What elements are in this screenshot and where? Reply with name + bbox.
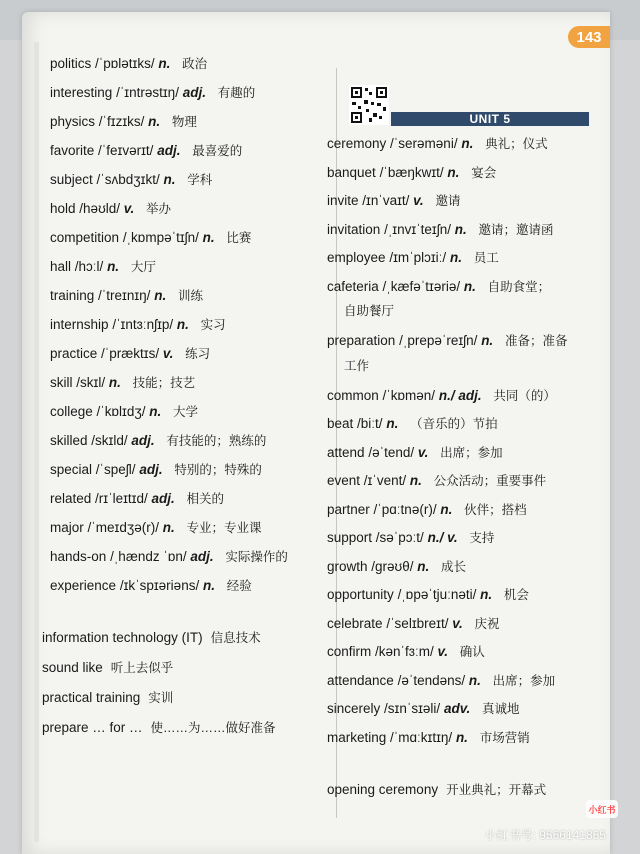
vocab-word: sincerely bbox=[327, 701, 381, 716]
vocab-translation: 支持 bbox=[469, 531, 495, 545]
vocab-entry bbox=[327, 699, 520, 717]
vocab-phonetic: /ˈɪntɜːnʃɪp/ bbox=[112, 317, 174, 332]
vocab-word: cafeteria bbox=[327, 278, 379, 294]
vocab-part-of-speech: n. bbox=[202, 578, 215, 593]
vocab-translation: 训练 bbox=[177, 289, 203, 303]
vocab-part-of-speech: adj. bbox=[139, 462, 163, 477]
vocab-part-of-speech: n. bbox=[468, 672, 481, 688]
vocab-entry bbox=[50, 518, 262, 536]
vocab-translation: 共同（的） bbox=[493, 388, 556, 403]
vocab-word: partner bbox=[327, 501, 370, 517]
vocab-word: preparation bbox=[327, 333, 396, 348]
vocab-translation: 成长 bbox=[441, 559, 467, 574]
vocab-phonetic: /səˈpɔːt/ bbox=[375, 530, 424, 545]
vocab-part-of-speech: n. bbox=[481, 333, 494, 348]
vocab-part-of-speech: n. bbox=[409, 473, 422, 488]
vocab-word: physics bbox=[50, 114, 96, 129]
vocab-phonetic: /ˌɒpəˈtjuːnəti/ bbox=[397, 587, 477, 602]
vocab-phonetic: /ˈtreɪnɪŋ/ bbox=[98, 288, 151, 303]
vocab-part-of-speech: adv. bbox=[443, 701, 471, 716]
vocab-part-of-speech: adj. bbox=[157, 143, 181, 158]
vocab-translation: 市场营销 bbox=[479, 730, 530, 745]
vocab-word: growth bbox=[327, 558, 368, 574]
vocab-word: celebrate bbox=[327, 615, 383, 631]
vocab-phonetic: /ˈmɑːkɪtɪŋ/ bbox=[390, 729, 453, 745]
vocab-word: hall bbox=[50, 259, 72, 274]
vocab-phonetic: /ˈmeɪdʒə(r)/ bbox=[87, 520, 159, 535]
vocab-entry bbox=[327, 414, 498, 432]
vocab-part-of-speech: n. bbox=[440, 501, 453, 517]
vocab-entry bbox=[327, 671, 555, 689]
vocab-part-of-speech: adj. bbox=[131, 433, 155, 448]
vocab-word: opportunity bbox=[327, 587, 394, 602]
vocab-entry bbox=[50, 286, 203, 304]
book-page bbox=[22, 12, 610, 854]
vocab-entry bbox=[50, 315, 226, 333]
vocab-phonetic: /ˌhændz ˈɒn/ bbox=[110, 549, 187, 564]
vocab-translation: 典礼；仪式 bbox=[485, 137, 548, 151]
phrase-english: practical training bbox=[42, 690, 141, 705]
vocab-entry bbox=[327, 277, 550, 295]
vocab-part-of-speech: n. bbox=[386, 416, 399, 431]
vocab-part-of-speech: v. bbox=[452, 615, 463, 631]
vocab-phonetic: /ˈfɪzɪks/ bbox=[98, 114, 145, 129]
vocab-phonetic: /ˌkæfəˈtɪəriə/ bbox=[382, 278, 461, 294]
vocab-translation: 最喜爱的 bbox=[192, 144, 243, 158]
vocab-word: related bbox=[50, 491, 92, 506]
vocab-phonetic: /kənˈfɜːm/ bbox=[375, 644, 434, 659]
vocab-translation: 宴会 bbox=[471, 165, 497, 180]
vocab-part-of-speech: n. bbox=[454, 221, 467, 237]
phrase-english: opening ceremony bbox=[327, 782, 439, 797]
vocab-part-of-speech: n. bbox=[154, 288, 167, 303]
vocab-entry bbox=[50, 83, 255, 101]
vocab-part-of-speech: v. bbox=[437, 644, 449, 659]
vocab-phonetic: /ˈkɒmən/ bbox=[382, 387, 436, 403]
vocab-translation: 员工 bbox=[473, 251, 499, 265]
vocab-entry bbox=[327, 163, 496, 181]
vocab-entry bbox=[327, 331, 567, 349]
unit-title: UNIT 5 bbox=[391, 112, 589, 126]
vocab-entry bbox=[50, 373, 195, 391]
vocab-phonetic: /ˈserəməni/ bbox=[390, 136, 458, 151]
vocab-entry bbox=[327, 443, 503, 461]
vocab-part-of-speech: n. bbox=[162, 520, 175, 535]
vocab-entry bbox=[50, 547, 288, 565]
vocab-phonetic: /ˈbæŋkwɪt/ bbox=[379, 164, 444, 180]
page-binding-edge bbox=[34, 42, 39, 842]
vocab-word: major bbox=[50, 520, 84, 535]
vocab-part-of-speech: v. bbox=[417, 444, 429, 460]
vocab-translation: 出席；参加 bbox=[440, 445, 503, 460]
vocab-translation: 真诚地 bbox=[481, 702, 520, 716]
vocab-entry bbox=[327, 728, 530, 746]
vocab-part-of-speech: n. bbox=[461, 136, 474, 151]
page-number: 143 bbox=[568, 26, 610, 48]
vocab-part-of-speech: adj. bbox=[190, 549, 214, 564]
vocab-word: ceremony bbox=[327, 136, 387, 151]
vocab-phonetic: /əˈtendəns/ bbox=[397, 672, 466, 688]
vocab-word: practice bbox=[50, 346, 98, 361]
vocab-translation: 大厅 bbox=[130, 260, 156, 274]
vocab-phonetic: /skɪl/ bbox=[76, 375, 106, 390]
vocab-phonetic: /ˈsʌbdʒɪkt/ bbox=[96, 172, 160, 187]
vocab-translation: 学科 bbox=[187, 173, 213, 187]
vocab-entry bbox=[327, 614, 500, 632]
vocab-word: skilled bbox=[50, 433, 88, 448]
vocab-word: special bbox=[50, 462, 93, 477]
vocab-phonetic: /ɪnˈvaɪt/ bbox=[362, 193, 410, 208]
watermark-id: 小红书号: 9566141865 bbox=[484, 828, 606, 842]
vocab-translation-continued: 自助餐厅 bbox=[344, 304, 395, 318]
vocab-entry bbox=[327, 220, 554, 238]
vocab-translation: 政治 bbox=[182, 57, 208, 71]
vocab-part-of-speech: n. bbox=[455, 729, 468, 745]
vocab-entry bbox=[50, 431, 266, 449]
vocab-part-of-speech: adj. bbox=[182, 85, 206, 100]
vocab-phonetic: /ɪmˈplɔɪiː/ bbox=[389, 250, 447, 265]
vocab-entry bbox=[50, 576, 252, 594]
vocab-translation: 经验 bbox=[226, 579, 252, 593]
vocab-word: beat bbox=[327, 416, 354, 431]
vocab-word: attend bbox=[327, 444, 365, 460]
vocab-entry bbox=[50, 460, 262, 478]
vocab-word: interesting bbox=[50, 85, 113, 100]
vocab-entry bbox=[50, 228, 251, 246]
vocab-phonetic: /əˈtend/ bbox=[368, 444, 415, 460]
phrase-translation: 听上去似乎 bbox=[110, 661, 174, 675]
phrase-entry bbox=[42, 658, 173, 676]
vocab-part-of-speech: n. bbox=[108, 375, 121, 390]
vocab-word: hands-on bbox=[50, 549, 107, 564]
vocab-part-of-speech: v. bbox=[162, 346, 174, 361]
vocab-entry bbox=[327, 386, 556, 404]
vocab-entry bbox=[327, 642, 485, 660]
vocab-word: competition bbox=[50, 230, 120, 245]
vocab-word: college bbox=[50, 404, 93, 419]
vocab-translation: 特别的；特殊的 bbox=[174, 463, 262, 477]
vocab-part-of-speech: n. bbox=[202, 230, 215, 245]
vocab-word: politics bbox=[50, 56, 92, 71]
vocab-word: confirm bbox=[327, 644, 372, 659]
vocab-word: invitation bbox=[327, 221, 381, 237]
phrase-english: sound like bbox=[42, 660, 103, 675]
vocab-entry bbox=[50, 54, 207, 72]
vocab-translation: 公众活动；重要事件 bbox=[433, 474, 547, 488]
vocab-translation: 庆祝 bbox=[474, 616, 500, 631]
vocab-word: employee bbox=[327, 250, 386, 265]
vocab-phonetic: /ɡrəʊθ/ bbox=[371, 558, 414, 574]
vocab-translation: 专业；专业课 bbox=[186, 521, 262, 535]
vocab-entry bbox=[50, 141, 242, 159]
vocab-phonetic: /ˈselɪbreɪt/ bbox=[386, 615, 449, 631]
qr-code-icon[interactable] bbox=[349, 85, 389, 125]
vocab-phonetic: /ˈɪntrəstɪŋ/ bbox=[116, 85, 179, 100]
watermark-logo: 小红书 bbox=[586, 800, 618, 818]
vocab-word: marketing bbox=[327, 729, 387, 745]
vocab-translation-continued: 工作 bbox=[344, 358, 370, 373]
vocab-word: skill bbox=[50, 375, 73, 390]
vocab-part-of-speech: n. bbox=[149, 404, 162, 419]
vocab-translation: 实习 bbox=[200, 318, 226, 332]
vocab-phonetic: /ˈpɑːtnə(r)/ bbox=[373, 501, 437, 517]
vocab-word: common bbox=[327, 387, 379, 403]
vocab-word: invite bbox=[327, 193, 359, 208]
vocab-part-of-speech: v. bbox=[413, 193, 424, 208]
vocab-phonetic: /ˈkɒlɪdʒ/ bbox=[96, 404, 146, 419]
vocab-entry bbox=[327, 585, 529, 603]
vocab-phonetic: /ˈfeɪvərɪt/ bbox=[98, 143, 154, 158]
vocab-word: training bbox=[50, 288, 95, 303]
vocab-entry bbox=[50, 257, 156, 275]
vocab-phonetic: /ˌprepəˈreɪʃn/ bbox=[399, 333, 478, 348]
vocab-translation: 邀请 bbox=[435, 194, 461, 208]
vocab-translation: 物理 bbox=[171, 115, 197, 129]
vocab-word: event bbox=[327, 473, 361, 488]
vocab-word: internship bbox=[50, 317, 109, 332]
vocab-phonetic: /skɪld/ bbox=[91, 433, 128, 448]
vocab-entry bbox=[50, 112, 197, 130]
vocab-phonetic: /həʊld/ bbox=[79, 201, 120, 216]
vocab-entry bbox=[50, 344, 210, 362]
phrase-translation: 信息技术 bbox=[210, 631, 261, 645]
vocab-word: favorite bbox=[50, 143, 95, 158]
vocab-part-of-speech: n. bbox=[417, 558, 430, 574]
phrase-entry bbox=[42, 688, 173, 706]
vocab-part-of-speech: n. bbox=[158, 56, 171, 71]
vocab-translation: 举办 bbox=[146, 202, 172, 216]
phrase-english: information technology (IT) bbox=[42, 630, 203, 645]
vocab-translation: 比赛 bbox=[226, 231, 252, 245]
vocab-word: experience bbox=[50, 578, 117, 593]
phrase-entry bbox=[327, 780, 546, 798]
vocab-phonetic: /biːt/ bbox=[357, 416, 383, 431]
vocab-entry bbox=[327, 134, 548, 152]
phrase-entry bbox=[42, 628, 261, 646]
vocab-part-of-speech: n. bbox=[176, 317, 189, 332]
vocab-translation: 技能；技艺 bbox=[132, 376, 196, 390]
vocab-translation: 有技能的；熟练的 bbox=[166, 434, 267, 448]
phrase-english: prepare … for … bbox=[42, 720, 143, 735]
vocab-part-of-speech: n./ v. bbox=[427, 530, 458, 545]
vocab-entry bbox=[50, 402, 198, 420]
vocab-translation: 邀请；邀请函 bbox=[478, 222, 554, 237]
vocab-translation: 伙伴；搭档 bbox=[464, 502, 527, 517]
vocab-word: banquet bbox=[327, 164, 376, 180]
vocab-part-of-speech: v. bbox=[123, 201, 135, 216]
vocab-part-of-speech: n./ adj. bbox=[438, 387, 482, 403]
vocab-translation: 确认 bbox=[459, 645, 485, 659]
vocab-part-of-speech: n. bbox=[449, 250, 462, 265]
vocab-phonetic: /ˌkɒmpəˈtɪʃn/ bbox=[122, 230, 199, 245]
vocab-entry bbox=[327, 191, 460, 209]
vocab-phonetic: /ɪˈvent/ bbox=[363, 473, 407, 488]
vocab-word: hold bbox=[50, 201, 76, 216]
vocab-part-of-speech: n. bbox=[463, 278, 476, 294]
phrase-entry bbox=[42, 718, 276, 736]
vocab-translation: 有趣的 bbox=[217, 86, 256, 100]
vocab-word: support bbox=[327, 530, 373, 545]
vocab-entry bbox=[50, 489, 224, 507]
vocab-phonetic: /hɔːl/ bbox=[74, 259, 104, 274]
vocab-part-of-speech: n. bbox=[480, 587, 493, 602]
vocab-translation: 准备；准备 bbox=[504, 334, 568, 348]
vocab-entry bbox=[50, 199, 171, 217]
vocab-entry bbox=[327, 471, 546, 489]
vocab-entry bbox=[50, 170, 212, 188]
vocab-part-of-speech: n. bbox=[107, 259, 120, 274]
vocab-translation: （音乐的）节拍 bbox=[410, 417, 498, 431]
vocab-phonetic: /ɪkˈspɪəriəns/ bbox=[119, 578, 200, 593]
vocab-phonetic: /ˌɪnvɪˈteɪʃn/ bbox=[384, 221, 451, 237]
vocab-translation: 相关的 bbox=[186, 492, 225, 506]
vocab-translation: 大学 bbox=[173, 405, 199, 419]
vocab-word: subject bbox=[50, 172, 93, 187]
vocab-phonetic: /sɪnˈsɪəli/ bbox=[384, 701, 441, 716]
vocab-entry bbox=[327, 557, 466, 575]
phrase-translation: 使……为……做好准备 bbox=[150, 721, 276, 735]
vocab-entry bbox=[327, 528, 494, 546]
vocab-translation: 实际操作的 bbox=[225, 550, 288, 564]
vocab-part-of-speech: n. bbox=[148, 114, 161, 129]
vocab-translation: 练习 bbox=[185, 347, 211, 361]
phrase-translation: 开业典礼；开幕式 bbox=[446, 783, 547, 797]
vocab-phonetic: /ˈpɒlətɪks/ bbox=[95, 56, 155, 71]
vocab-translation: 出席；参加 bbox=[492, 673, 556, 688]
vocab-phonetic: /ˈspeʃl/ bbox=[95, 462, 136, 477]
vocab-entry bbox=[327, 500, 527, 518]
vocab-entry bbox=[327, 248, 499, 266]
vocab-translation: 机会 bbox=[503, 588, 529, 602]
vocab-phonetic: /ˈpræktɪs/ bbox=[101, 346, 160, 361]
vocab-phonetic: /rɪˈleɪtɪd/ bbox=[95, 491, 148, 506]
vocab-word: attendance bbox=[327, 672, 394, 688]
vocab-part-of-speech: adj. bbox=[151, 491, 175, 506]
phrase-translation: 实训 bbox=[148, 691, 174, 705]
vocab-part-of-speech: n. bbox=[447, 164, 460, 180]
vocab-part-of-speech: n. bbox=[163, 172, 176, 187]
vocab-translation: 自助食堂； bbox=[487, 279, 551, 294]
